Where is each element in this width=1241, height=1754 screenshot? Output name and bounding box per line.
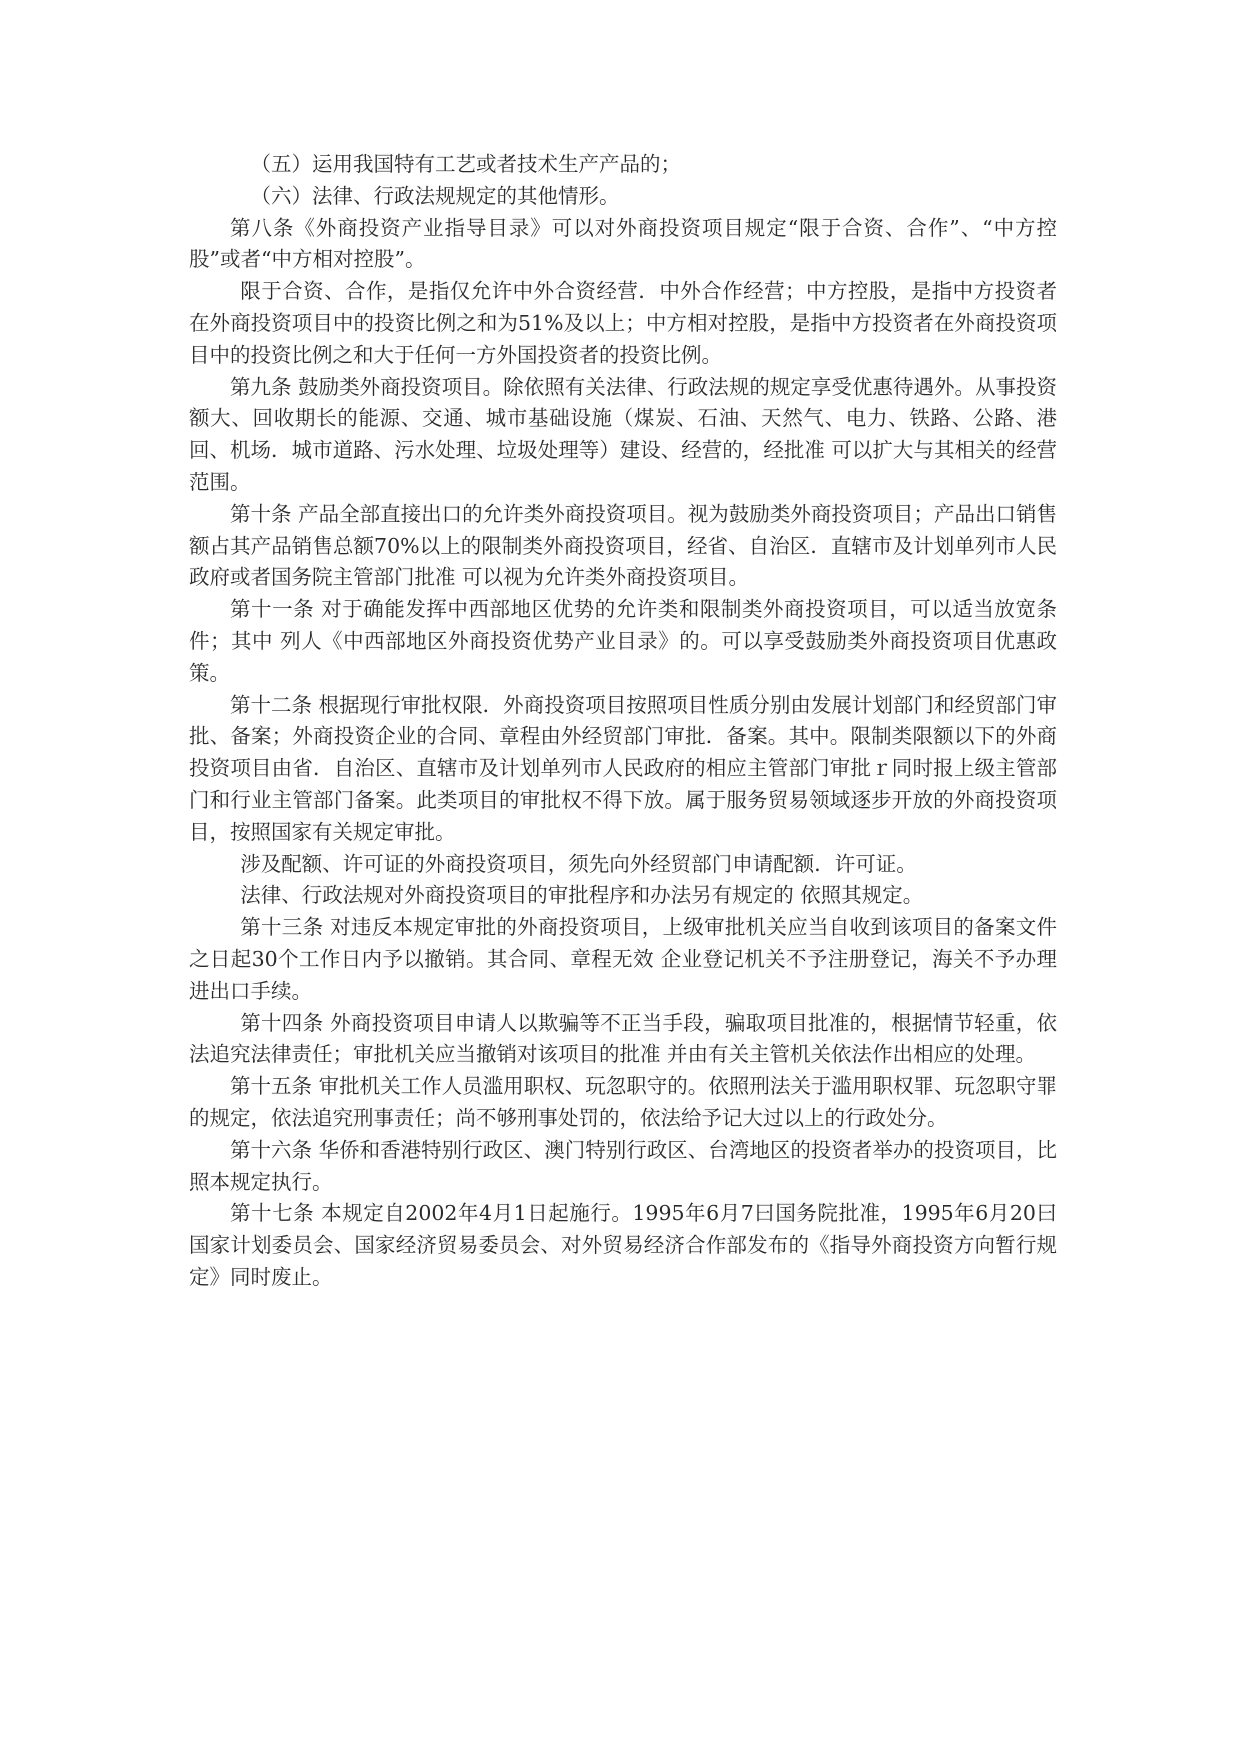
paragraph: 第八条《外商投资产业指导目录》可以对外商投资项目规定“限于合资、合作”、“中方控股”或者“中方相对控股”。 [189, 215, 1057, 272]
paragraph: 第九条 鼓励类外商投资项目。除依照有关法律、行政法规的规定享受优惠待遇外。从事投资额大、回收期长的能源、交通、城市基础设施（煤炭、石油、天然气、电力、铁路、公路、港回、机场．城市道路、污水处理、垃圾处理等）建设、经营的，经批准 可以扩大与其相关的经营范围。 [189, 374, 1057, 494]
paragraph: 第十三条 对违反本规定审批的外商投资项目，上级审批机关应当自收到该项目的备案文件之日起30个工作日内予以撤销。其合同、章程无效 企业登记机关不予注册登记，海关不予办理进出口手续。 [189, 915, 1057, 1003]
paragraph: （六）法律、行政法规规定的其他情形。 [250, 183, 620, 208]
paragraph: 第十一条 对于确能发挥中西部地区优势的允许类和限制类外商投资项目，可以适当放宽条件；其中 列人《中西部地区外商投资优势产业目录》的。可以享受鼓励类外商投资项目优惠政策。 [189, 597, 1057, 685]
paragraph: 涉及配额、许可证的外商投资项目，须先向外经贸部门申请配额．许可证。 [240, 851, 917, 876]
paragraph: 第十四条 外商投资项目申请人以欺骗等不正当手段，骗取项目批准的，根据情节轻重，依法追究法律责任；审批机关应当撤销对该项目的批准 并由有关主管机关依法作出相应的处理。 [189, 1010, 1057, 1067]
paragraph: 第十六条 华侨和香港特别行政区、澳门特别行政区、台湾地区的投资者举办的投资项目，比照本规定执行。 [189, 1137, 1057, 1194]
paragraph: 第十五条 审批机关工作人员滥用职权、玩忽职守的。依照刑法关于滥用职权罪、玩忽职守罪的规定，依法追究刑事责任；尚不够刑事处罚的，依法给予记大过以上的行政处分。 [189, 1074, 1057, 1130]
paragraph: 第十七条 本规定自2002年4月1日起施行。1995年6月7曰国务院批准，1995年6月20曰国家计划委员会、国家经济贸易委员会、对外贸易经济合作部发布的《指导外商投资方向暂行规定》同时废止。 [189, 1201, 1057, 1289]
paragraph: 第十二条 根据现行审批权限．外商投资项目按照项目性质分别由发展计划部门和经贸部门审批、备案；外商投资企业的合同、章程由外经贸部门审批．备案。其中。限制类限额以下的外商投资项目由省．自治区、直辖市及计划单列市人民政府的相应主管部门审批ｒ同时报上级主管部门和行业主管部门备案。此类项目的审批权不得下放。属于服务贸易领域逐步开放的外商投资项目，按照国家有关规定审批。 [189, 692, 1057, 844]
paragraph: （五）运用我国特有工艺或者技术生产产品的； [250, 152, 681, 176]
paragraph: 限于合资、合作，是指仅允许中外合资经营．中外合作经营；中方控股，是指中方投资者在外商投资项目中的投资比例之和为51%及以上；中方相对控股，是指中方投资者在外商投资项目中的投资比例之和大于任何一方外国投资者的投资比例。 [189, 279, 1057, 367]
document-body [189, 149, 1057, 1294]
paragraph: 第十条 产品全部直接出口的允许类外商投资项目。视为鼓励类外商投资项目；产品出口销售额占其产品销售总额70%以上的限制类外商投资项目，经省、自治区．直辖市及计划单列市人民政府或者国务院主管部门批准 可以视为允许类外商投资项目。 [189, 501, 1057, 590]
paragraph: 法律、行政法规对外商投资项目的审批程序和办法另有规定的 依照其规定。 [240, 883, 924, 908]
